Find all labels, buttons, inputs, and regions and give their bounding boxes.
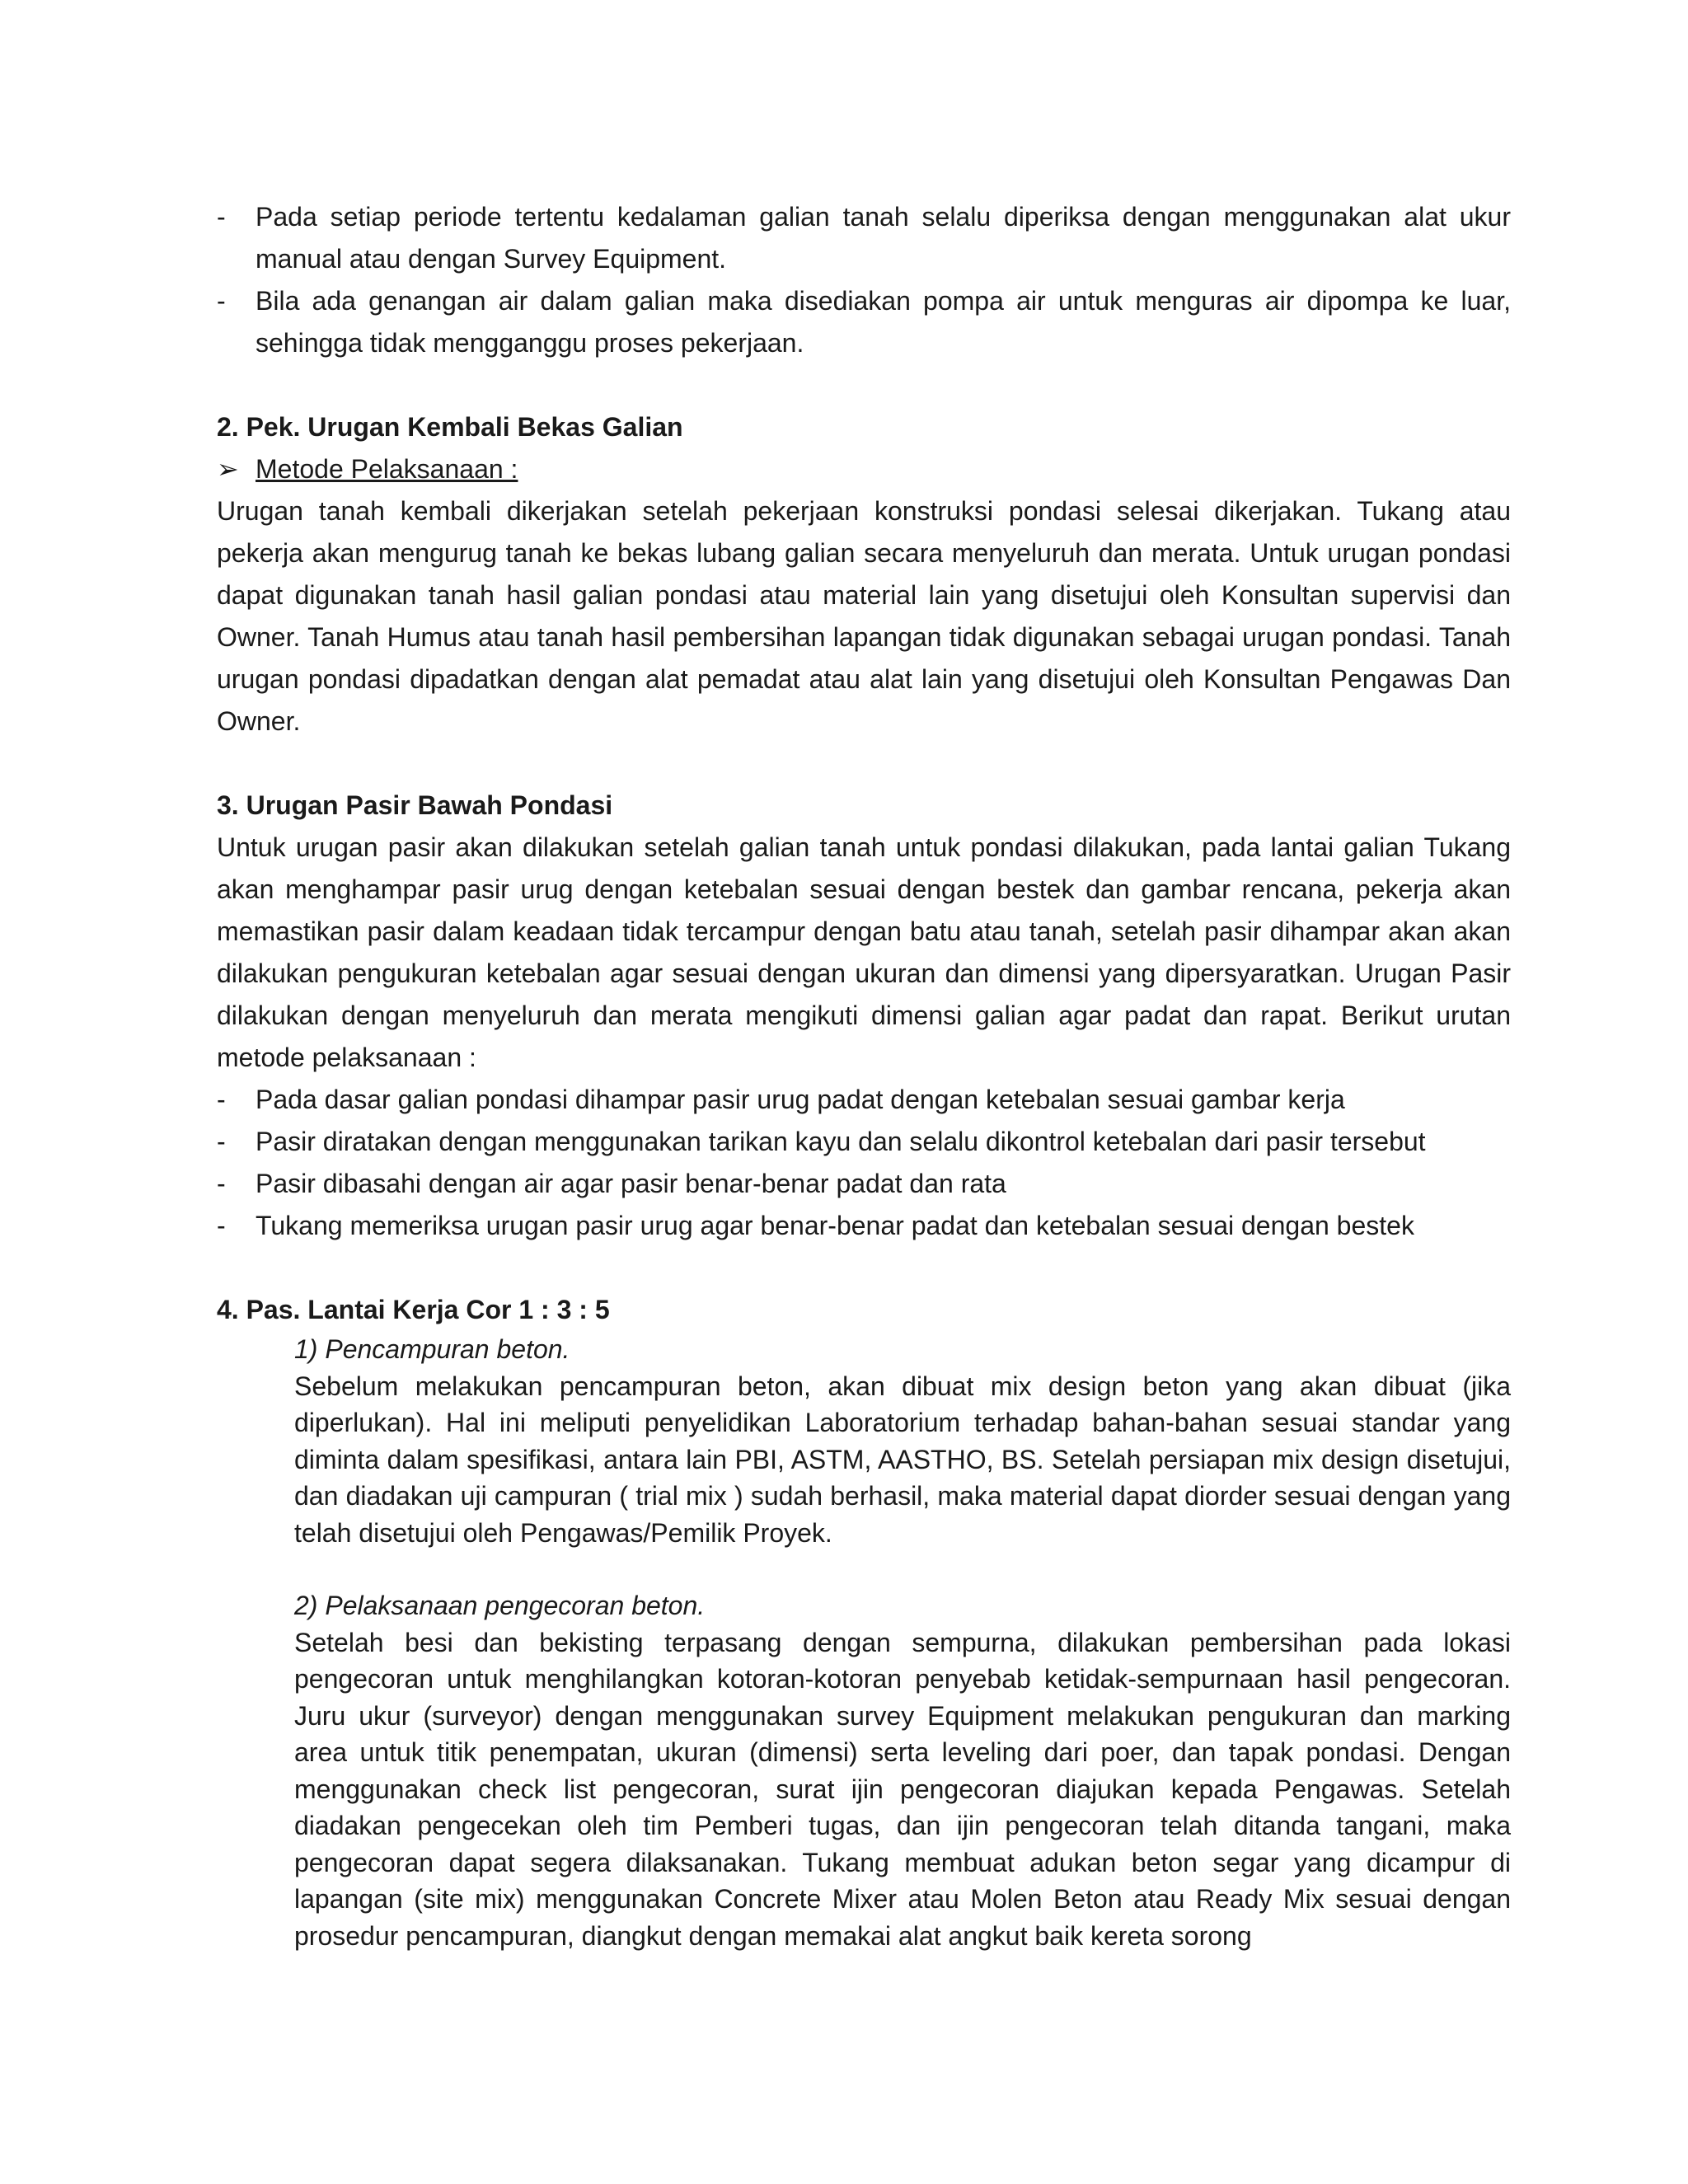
section-2-paragraph: Urugan tanah kembali dikerjakan setelah pekerjaan konstruksi pondasi selesai dikerjakan. Tukang atau pekerja akan mengurug tanah ke bekas lubang galian secara menyeluruh dan merata. Untuk urugan pondasi dapat digunakan tanah hasil galian pondasi atau material lain yang disetujui oleh Konsultan supervisi dan Owner. Tanah Humus atau tanah hasil pembersihan lapangan tidak digunakan sebagai urugan pondasi. Tanah urugan pondasi dipadatkan dengan alat pemadat atau alat lain yang disetujui oleh Konsultan Pengawas Dan Owner. [217, 496, 1511, 736]
bullet-dash: - [217, 1127, 226, 1156]
subsection-title-2: 2) Pelaksanaan pengecoran beton. [294, 1591, 706, 1620]
arrow-bullet-icon: ➢ [217, 454, 239, 484]
list-item-text: Pada setiap periode tertentu kedalaman galian tanah selalu diperiksa dengan menggunakan alat ukur manual atau dengan Survey Equipment. [256, 202, 1511, 274]
list-item-text: Pasir dibasahi dengan air agar pasir benar-benar padat dan rata [256, 1169, 1006, 1198]
method-label: Metode Pelaksanaan : [256, 454, 518, 484]
list-item-text: Pasir diratakan dengan menggunakan tarikan kayu dan selalu dikontrol ketebalan dari pasir tersebut [256, 1127, 1426, 1156]
method-label-line [217, 448, 1511, 490]
subsection-text-1: Sebelum melakukan pencampuran beton, akan dibuat mix design beton yang akan dibuat (jika diperlukan). Hal ini meliputi penyelidikan Laboratorium terhadap bahan-bahan sesuai standar yang diminta dalam spesifikasi, antara lain PBI, ASTM, AASTHO, BS. Setelah persiapan mix design disetujui, dan diadakan uji campuran ( trial mix ) sudah berhasil, maka material dapat diorder sesuai dengan yang telah disetujui oleh Pengawas/Pemilik Proyek. [294, 1371, 1511, 1548]
section-heading-2: 2. Pek. Urugan Kembali Bekas Galian [217, 412, 683, 442]
spacer [217, 743, 1511, 785]
bullet-dash: - [217, 202, 226, 232]
bullet-dash: - [217, 1085, 226, 1114]
document-page [217, 196, 1511, 1954]
section-heading-3: 3. Urugan Pasir Bawah Pondasi [217, 790, 613, 820]
bullet-dash: - [217, 286, 226, 316]
spacer [217, 364, 1511, 406]
bullet-dash: - [217, 1169, 226, 1198]
list-item-text: Tukang memeriksa urugan pasir urug agar benar-benar padat dan ketebalan sesuai dengan bestek [256, 1211, 1414, 1240]
list-item [217, 1079, 1511, 1121]
list-item [217, 196, 1511, 280]
bullet-dash: - [217, 1211, 226, 1240]
list-item-text: Pada dasar galian pondasi dihampar pasir urug padat dengan ketebalan sesuai gambar kerja [256, 1085, 1345, 1114]
list-item [217, 1121, 1511, 1163]
list-item-text: Bila ada genangan air dalam galian maka disediakan pompa air untuk menguras air dipompa ke luar, sehingga tidak mengganggu proses pekerjaan. [256, 286, 1511, 358]
list-item [217, 1205, 1511, 1247]
section-heading-4: 4. Pas. Lantai Kerja Cor 1 : 3 : 5 [217, 1295, 610, 1324]
intro-bullet-list [217, 196, 1511, 364]
subsection-title-1: 1) Pencampuran beton. [294, 1334, 570, 1364]
list-item [217, 1163, 1511, 1205]
list-item [217, 280, 1511, 364]
spacer [294, 1551, 1511, 1587]
section-3-bullet-list [217, 1079, 1511, 1247]
section-3-paragraph: Untuk urugan pasir akan dilakukan setelah galian tanah untuk pondasi dilakukan, pada lantai galian Tukang akan menghampar pasir urug dengan ketebalan sesuai dengan bestek dan gambar rencana, pekerja akan memastikan pasir dalam keadaan tidak tercampur dengan batu atau tanah, setelah pasir dihampar akan akan dilakukan pengukuran ketebalan agar sesuai dengan ukuran dan dimensi yang dipersyaratkan. Urugan Pasir dilakukan dengan menyeluruh dan merata mengikuti dimensi galian agar padat dan rapat. Berikut urutan metode pelaksanaan : [217, 832, 1511, 1072]
spacer [217, 1247, 1511, 1289]
section-4-body [217, 1331, 1511, 1954]
subsection-text-2: Setelah besi dan bekisting terpasang dengan sempurna, dilakukan pembersihan pada lokasi pengecoran untuk menghilangkan kotoran-kotoran penyebab ketidak-sempurnaan hasil pengecoran. Juru ukur (surveyor) dengan menggunakan survey Equipment melakukan pengukuran dan marking area untuk titik penempatan, ukuran (dimensi) serta leveling dari poer, dan tapak pondasi. Dengan menggunakan check list pengecoran, surat ijin pengecoran diajukan kepada Pengawas. Setelah diadakan pengecekan oleh tim Pemberi tugas, dan ijin pengecoran telah ditanda tangani, maka pengecoran dapat segera dilaksanakan. Tukang membuat adukan beton segar yang dicampur di lapangan (site mix) menggunakan Concrete Mixer atau Molen Beton atau Ready Mix sesuai dengan prosedur pencampuran, diangkut dengan memakai alat angkut baik kereta sorong [294, 1627, 1511, 1951]
